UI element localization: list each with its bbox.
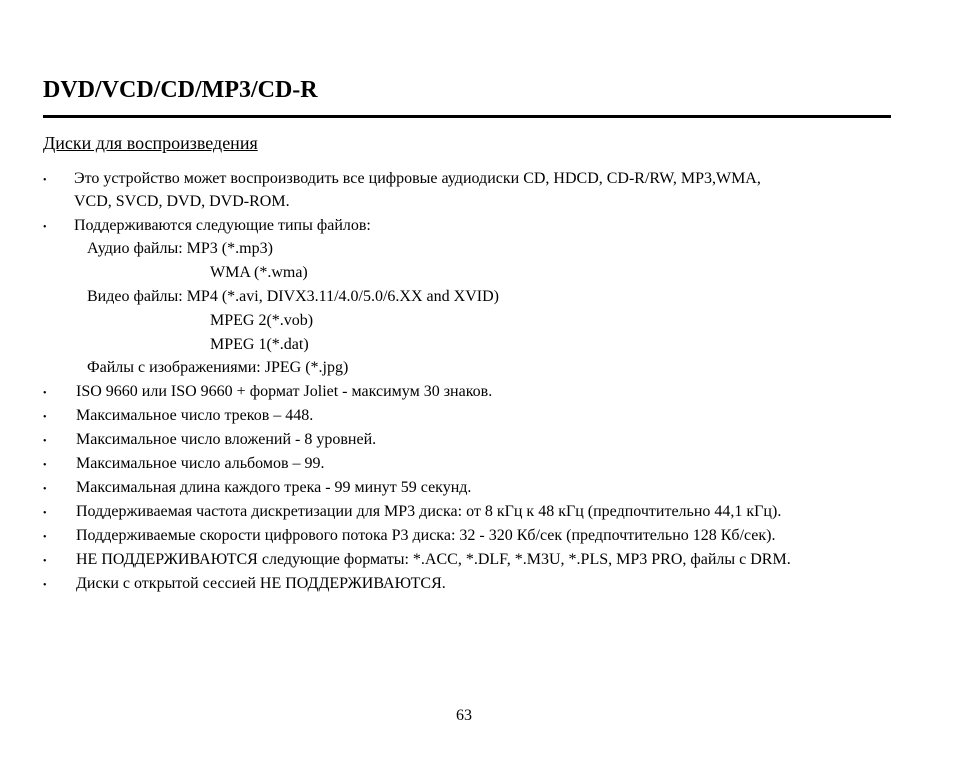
bullet-marker: •: [43, 388, 47, 399]
video-formats-line: Видео файлы: MP4 (*.avi, DIVX3.11/4.0/5.0/6.XX and XVID): [87, 288, 499, 305]
list-item: Поддерживаемые скорости цифрового потока P3 диска: 32 - 320 Кб/сек (предпочтительно 128 Кб/сек).: [76, 527, 776, 544]
list-item: Диски с открытой сессией НЕ ПОДДЕРЖИВАЮТСЯ.: [76, 575, 446, 592]
bullet-marker: •: [43, 175, 47, 186]
video-formats-line: MPEG 2(*.vob): [210, 312, 314, 329]
section-subtitle: Диски для воспроизведения: [43, 133, 258, 153]
bullet-marker: •: [43, 508, 47, 519]
image-formats-line: Файлы с изображениями: JPEG (*.jpg): [87, 359, 349, 376]
bullet-marker: •: [43, 412, 47, 423]
video-formats-line: MPEG 1(*.dat): [210, 336, 309, 353]
audio-formats-line: WMA (*.wma): [210, 264, 308, 281]
bullet-marker: •: [43, 532, 47, 543]
bullet-marker: •: [43, 222, 47, 233]
bullet-marker: •: [43, 460, 47, 471]
list-item: Поддерживаемая частота дискретизации для MP3 диска: от 8 кГц к 48 кГц (предпочтительно 44,1 кГц).: [76, 503, 782, 520]
audio-formats-line: Аудио файлы: MP3 (*.mp3): [87, 240, 273, 257]
bullet-marker: •: [43, 484, 47, 495]
list-item-continuation: VCD, SVCD, DVD, DVD-ROM.: [74, 193, 290, 210]
list-item: Поддерживаются следующие типы файлов:: [74, 217, 371, 234]
page-title: DVD/VCD/CD/MP3/CD-R: [43, 77, 318, 103]
list-item: Максимальное число вложений - 8 уровней.: [76, 431, 377, 448]
list-item: ISO 9660 или ISO 9660 + формат Joliet - максимум 30 знаков.: [76, 383, 493, 400]
bullet-marker: •: [43, 556, 47, 567]
list-item: НЕ ПОДДЕРЖИВАЮТСЯ следующие форматы: *.ACC, *.DLF, *.M3U, *.PLS, MP3 PRO, файлы с DRM.: [76, 551, 791, 568]
title-divider: [43, 115, 891, 118]
list-item: Максимальная длина каждого трека - 99 минут 59 секунд.: [76, 479, 472, 496]
bullet-marker: •: [43, 580, 47, 591]
list-item: Максимальное число треков – 448.: [76, 407, 314, 424]
list-item: Максимальное число альбомов – 99.: [76, 455, 325, 472]
bullet-marker: •: [43, 436, 47, 447]
list-item: Это устройство может воспроизводить все цифровые аудиодиски CD, HDCD, CD-R/RW, MP3,WMA,: [74, 170, 761, 187]
page-number: 63: [456, 707, 472, 724]
